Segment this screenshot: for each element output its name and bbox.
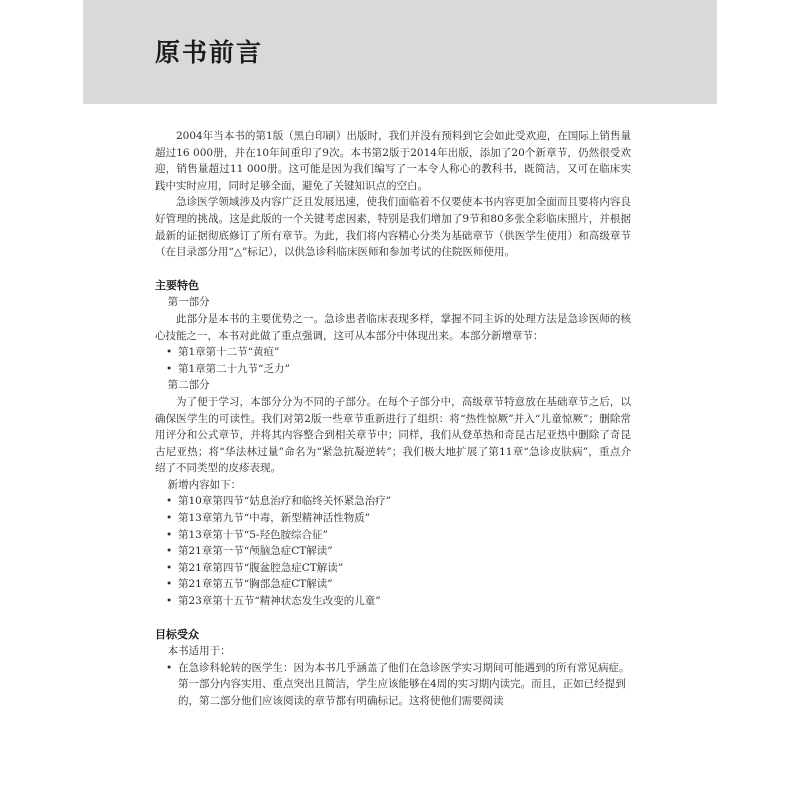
list-item: • 第13章第九节“中毒，新型精神活性物质” (166, 510, 631, 527)
part2-list (155, 493, 631, 609)
page-body (155, 128, 631, 710)
part-label: 第一部分 (167, 296, 210, 309)
new-content-label: 新增内容如下： (167, 478, 242, 491)
list-item: • 第23章第十五节“精神状态发生改变的儿童” (166, 593, 631, 610)
list-item: • 第10章第四节“姑息治疗和临终关怀紧急治疗” (166, 493, 631, 510)
list-item: • 第1章第二十九节“乏力” (166, 361, 631, 378)
section-heading-audience: 目标受众 (155, 627, 199, 641)
list-item: • 第21章第一节“颅脑急症CT解读” (166, 543, 631, 560)
part-label: 第二部分 (167, 379, 210, 392)
list-item: • 在急诊科轮转的医学生：因为本书几乎涵盖了他们在急诊医学实习期间可能遇到的所有常见病症。第一部分内容实用、重点突出且简洁，学生应该能够在4周的实习期内读完。而且，正如已经提到的，第二部分他们应该阅读的章节都有明确标记。这将使他们需要阅读 (166, 660, 631, 710)
part2-paragraph: 为了便于学习，本部分分为不同的子部分。在每个子部分中，高级章节特意放在基础章节之后，以确保医学生的可读性。我们对第2版一些章节重新进行了组织：将“热性惊厥”并入“儿童惊厥”；删除常用评分和公式章节，并将其内容整合到相关章节中；同样，我们从登革热和奇昆古尼亚热中删除了奇昆古尼亚热；将“华法林过量”命名为“紧急抗凝逆转”；我们极大地扩展了第11章“急诊皮肤病”，重点介绍了不同类型的皮疹表现。 (155, 395, 631, 475)
audience-list (155, 660, 631, 710)
list-item: • 第1章第十二节“黄疸” (166, 344, 631, 361)
part1-list (155, 344, 631, 377)
list-item: • 第21章第五节“胸部急症CT解读” (166, 576, 631, 593)
part1-paragraph: 此部分是本书的主要优势之一。急诊患者临床表现多样，掌握不同主诉的处理方法是急诊医师的核心技能之一，本书对此做了重点强调，这可从本部分中体现出来。本部分新增章节： (155, 312, 631, 342)
intro-paragraph: 2004年当本书的第1版（黑白印刷）出版时，我们并没有预料到它会如此受欢迎，在国际上销售量超过16 000册，并在10年间重印了9次。本书第2版于2014年出版，添加了20个新章节，仍然很受欢迎，销售量超过11 000册。这可能是因为我们编写了一本令人称心的教科书，既简洁，又可在临床实践中实时应用，同时足够全面，避免了关键知识点的空白。 (155, 130, 631, 192)
list-item: • 第13章第十节“5-羟色胺综合征” (166, 527, 631, 544)
list-item: • 第21章第四节“腹盆腔急症CT解读” (166, 560, 631, 577)
page-title: 原书前言 (155, 38, 264, 67)
section-heading-features: 主要特色 (155, 278, 199, 292)
audience-intro: 本书适用于： (167, 645, 231, 658)
intro-paragraph: 急诊医学领域涉及内容广泛且发展迅速，使我们面临着不仅要使本书内容更加全面而且要将内容良好管理的挑战。这是此版的一个关键考虑因素，特别是我们增加了9节和80多张全彩临床照片，并根据最新的证据彻底修订了所有章节。为此，我们将内容精心分类为基础章节（供医学生使用）和高级章节（在目录部分用“△”标记），以供急诊科临床医师和参加考试的住院医师使用。 (155, 196, 631, 259)
